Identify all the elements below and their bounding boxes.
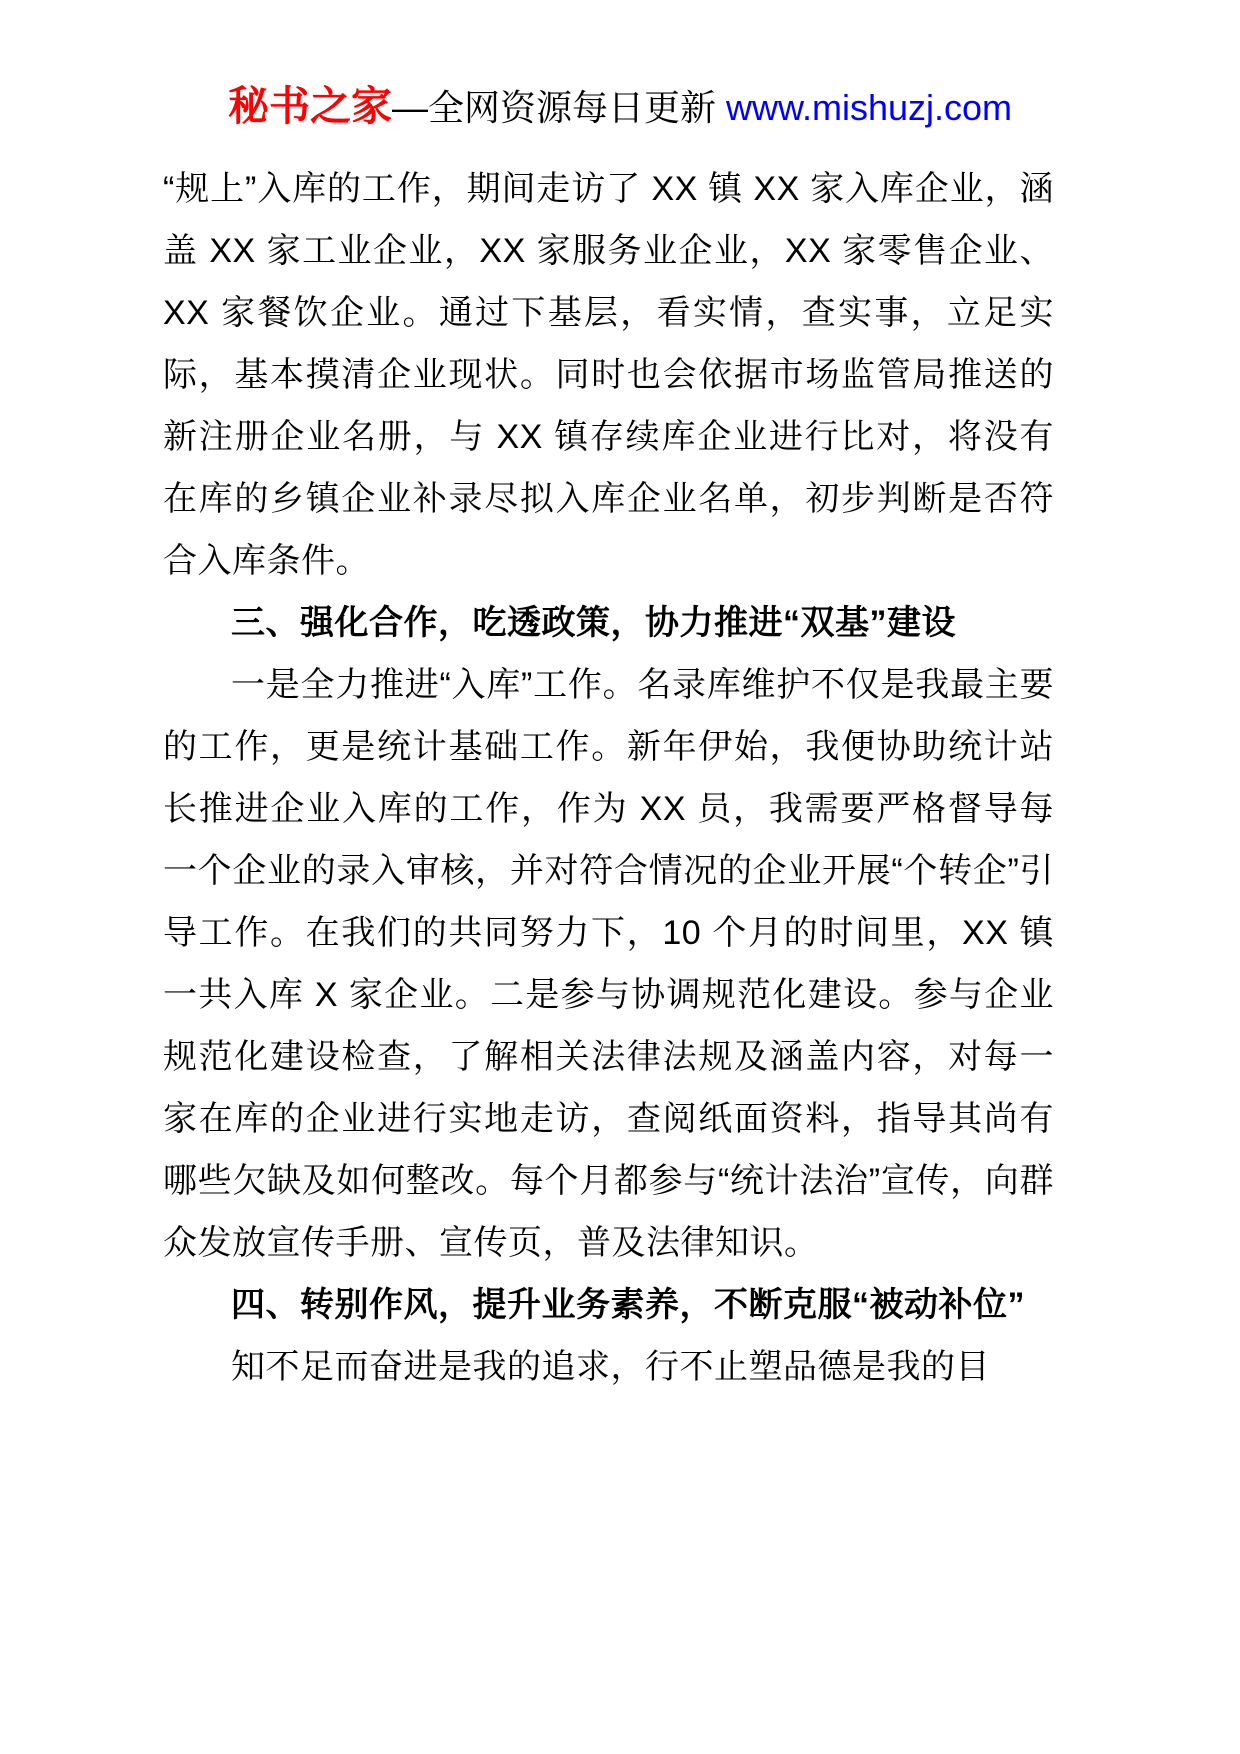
paragraph: “规上”入库的工作，期间走访了 XX 镇 XX 家入库企业，涵盖 XX 家工业企业，XX 家服务业企业，XX 家零售企业、XX 家餐饮企业。通过下基层，看实情，查实事，立足实际，基本摸清企业现状。同时也会依据市场监管局推送的新注册企业名册，与 XX 镇存续库企业进行比对，将没有在库的乡镇企业补录尽拟入库企业名单，初步判断是否符合入库条件。 bbox=[163, 170, 1054, 580]
header-brand: 秘书之家 bbox=[227, 83, 392, 129]
section-heading: 四、转别作风，提升业务素养，不断克服“被动补位” bbox=[231, 1286, 1025, 1324]
header-tagline: —全网资源每日更新 bbox=[391, 87, 726, 128]
document-body bbox=[163, 158, 1054, 1398]
page-header bbox=[0, 0, 1240, 132]
section-heading: 三、强化合作，吃透政策，协力推进“双基”建设 bbox=[231, 604, 956, 642]
paragraph: 一是全力推进“入库”工作。名录库维护不仅是我最主要的工作，更是统计基础工作。新年伊始，我便协助统计站长推进企业入库的工作，作为 XX 员，我需要严格督导每一个企业的录入审核，并对符合情况的企业开展“个转企”引导工作。在我们的共同努力下，10 个月的时间里，XX 镇一共入库 X 家企业。二是参与协调规范化建设。参与企业规范化建设检查，了解相关法律法规及涵盖内容，对每一家在库的企业进行实地走访，查阅纸面资料，指导其尚有哪些欠缺及如何整改。每个月都参与“统计法治”宣传，向群众发放宣传手册、宣传页，普及法律知识。 bbox=[163, 666, 1054, 1262]
paragraph: 知不足而奋进是我的追求，行不止塑品德是我的目 bbox=[231, 1348, 990, 1386]
header-url: www.mishuzj.com bbox=[725, 87, 1013, 128]
